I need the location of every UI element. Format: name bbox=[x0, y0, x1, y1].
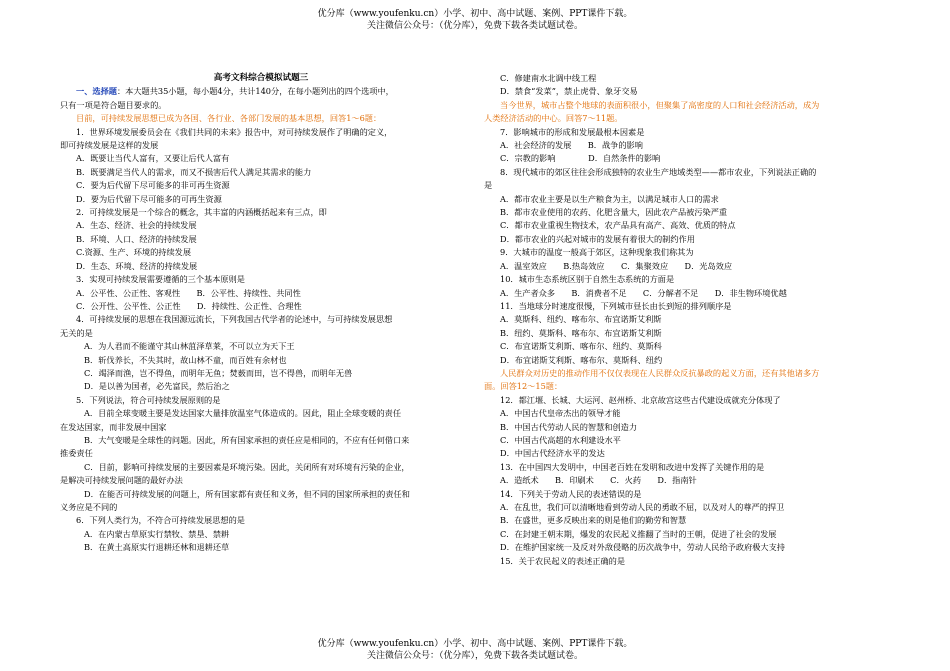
q5-option-d: D．在能否可持续发展的问题上，所有国家都有责任和义务，但不同的国家所承担的责任和 bbox=[84, 488, 410, 499]
question-1-cont: 即可持续发展是这样的发展 bbox=[60, 140, 159, 151]
q7-options-ab: A．社会经济的发展 B．战争的影响 bbox=[500, 140, 643, 151]
section-text-2: 只有一项是符合题目要求的。 bbox=[60, 99, 167, 110]
q9-options: A．温室效应 B.热岛效应 C．集聚效应 D．光岛效应 bbox=[500, 260, 733, 271]
q12-option-a: A．中国古代皇帝杰出的领导才能 bbox=[500, 408, 621, 419]
q11-option-a: A．莫斯科、纽约、喀布尔、布宜诺斯艾利斯 bbox=[500, 314, 662, 325]
intro-1: 目前，可持续发展思想已成为各国、各行业、各部门发展的基本思想，回答1～6题： bbox=[76, 113, 382, 124]
header-line-1: 优分库（www.youfenku.cn）小学、初中、高中试题、案例、PPT课件下载。 bbox=[317, 9, 633, 19]
intro-2: 当今世界，城市占整个地球的表面积很小，但聚集了高密度的人口和社会经济活动，成为 bbox=[500, 99, 820, 110]
intro-3: 人民群众对历史的推动作用不仅仅表现在人民群众反抗暴政的起义方面，还有其他诸多方 bbox=[500, 367, 820, 378]
q5-option-b: B．大气变暖是全球性的问题。因此，所有国家承担的责任应是相同的，不应有任何借口来 bbox=[84, 434, 410, 445]
footer-banner bbox=[0, 638, 950, 662]
q12-option-d: D．中国古代经济水平的发达 bbox=[500, 448, 605, 459]
q11-option-c: C．布宜诺斯艾利斯、喀布尔、纽约、莫斯科 bbox=[500, 341, 662, 352]
q13-options: A．造纸术 B．印刷术 C．火药 D．指南针 bbox=[500, 475, 697, 486]
q5-option-c: C．目前，影响可持续发展的主要因素是环境污染。因此，关闭所有对环境有污染的企业， bbox=[84, 461, 410, 472]
exam-title: 高考文科综合模拟试题三 bbox=[213, 73, 309, 83]
footer-line-1: 优分库（www.youfenku.cn）小学、初中、高中试题、案例、PPT课件下载。 bbox=[317, 639, 633, 649]
q1-option-a: A．既要让当代人富有，又要让后代人富有 bbox=[76, 153, 230, 164]
question-8: 8．现代城市的郊区往往会形成独特的农业生产地域类型——都市农业，下列说法正确的 bbox=[500, 166, 817, 177]
intro-3-cont: 面。回答12～15题： bbox=[484, 381, 563, 392]
question-9: 9．大城市的温度一般高于郊区，这种现象我们称其为 bbox=[500, 247, 694, 258]
q2-option-b: B．环境、人口、经济的持续发展 bbox=[76, 233, 197, 244]
q4-option-b: B．斩伐养长，不失其时，故山林不童，而百姓有余材也 bbox=[84, 354, 287, 365]
q10-options: A．生产者众多 B．消费者不足 C．分解者不足 D．非生物环境优越 bbox=[500, 287, 787, 298]
q8-option-b: B．都市农业使用的农药、化肥含量大，因此农产品被污染严重 bbox=[500, 207, 728, 218]
question-4-cont: 无关的是 bbox=[60, 327, 93, 338]
q14-option-a: A．在乱世，我们可以清晰地看到劳动人民的勇敢不屈，以及对人的尊严的捍卫 bbox=[500, 502, 785, 512]
q8-option-d: D．都市农业的兴起对城市的发展有着很大的制约作用 bbox=[500, 233, 695, 244]
q6-option-b: B．在黄土高原实行退耕还林和退耕还草 bbox=[84, 542, 230, 553]
q11-option-b: B．纽约、莫斯科、喀布尔、布宜诺斯艾利斯 bbox=[500, 327, 662, 338]
q5-option-c-cont: 是解决可持续发展问题的最好办法 bbox=[60, 475, 183, 486]
q2-option-c: C.资源、生产、环境的持续发展 bbox=[76, 247, 192, 258]
q5-option-a: A．目前全球变暖主要是发达国家大量排放温室气体造成的。因此，阻止全球变暖的责任 bbox=[84, 408, 402, 419]
q6-option-d: D．禁食“发菜”，禁止虎骨、象牙交易 bbox=[500, 86, 638, 97]
question-3: 3．实现可持续发展需要遵循的三个基本原则是 bbox=[76, 274, 245, 285]
q14-option-b: B．在盛世，更多反映出来的则是他们的勤劳和智慧 bbox=[500, 515, 687, 526]
q2-option-a: A．生态、经济、社会的持续发展 bbox=[76, 220, 197, 231]
question-11: 11．当地球分时速度很慢，下列城市昼长由长到短的排列顺序是 bbox=[500, 300, 732, 311]
q3-options-cd: C．公开性、公平性、公正性 D．持续性、公正性、合理性 bbox=[76, 300, 302, 311]
q6-option-c: C．修建南水北调中线工程 bbox=[500, 73, 597, 83]
q11-option-d: D．布宜诺斯艾利斯、喀布尔、莫斯科、纽约 bbox=[500, 354, 663, 365]
question-12: 12．都江堰、长城、大运河、赵州桥、北京故宫这些古代建设成就充分体现了 bbox=[500, 394, 781, 405]
q8-option-c: C．都市农业重视生物技术，农产品具有高产、高效、优质的特点 bbox=[500, 220, 736, 231]
q1-option-b: B．既要满足当代人的需求，而又不损害后代人满足其需求的能力 bbox=[76, 166, 312, 177]
q1-option-d: D．要为后代留下尽可能多的可再生资源 bbox=[76, 193, 222, 204]
header-banner bbox=[0, 8, 950, 32]
question-8-cont: 是 bbox=[484, 180, 493, 191]
q5-option-d-cont: 义务应是不同的 bbox=[60, 502, 118, 512]
q1-option-c: C．要为后代留下尽可能多的非可再生资源 bbox=[76, 180, 230, 191]
question-13: 13．在中国四大发明中，中国老百姓在发明和改进中发挥了关键作用的是 bbox=[500, 461, 765, 472]
intro-2-cont: 人类经济活动的中心。回答7～11题。 bbox=[484, 113, 623, 124]
question-2: 2．可持续发展是一个综合的概念，其丰富的内涵概括起来有三点，即 bbox=[76, 207, 327, 218]
section-text: ：本大题共35小题，每小题4分，共计140分，在每小题列出的四个选项中， bbox=[116, 86, 394, 97]
q6-option-a: A．在内蒙古草原实行禁牧、禁垦、禁耕 bbox=[84, 528, 230, 539]
q2-option-d: D．生态、环境、经济的持续发展 bbox=[76, 260, 198, 271]
question-7: 7．影响城市的形成和发展最根本因素是 bbox=[500, 126, 645, 137]
q12-option-b: B．中国古代劳动人民的智慧和创造力 bbox=[500, 421, 638, 432]
question-6: 6．下列人类行为，不符合可持续发展思想的是 bbox=[76, 515, 245, 526]
q3-options-ab: A．公平性、公正性、客观性 B．公平性、持续性、共同性 bbox=[76, 287, 301, 298]
q8-option-a: A．都市农业主要是以生产粮食为主，以满足城市人口的需求 bbox=[500, 193, 719, 204]
q5-option-a-cont: 在发达国家，而非发展中国家 bbox=[60, 421, 167, 432]
q14-option-d: D．在维护国家统一及反对外敌侵略的历次战争中，劳动人民给予政府极大支持 bbox=[500, 542, 785, 553]
q4-option-d: D．是以善为国者，必先富民，然后治之 bbox=[84, 381, 230, 392]
q7-options-cd: C．宗教的影响 D．自然条件的影响 bbox=[500, 153, 661, 164]
footer-line-2: 关注微信公众号：（优分库），免费下载各类试题试卷。 bbox=[366, 651, 583, 661]
question-5: 5．下列说法，符合可持续发展原则的是 bbox=[76, 394, 221, 405]
section-label: 一、选择题 bbox=[76, 86, 117, 97]
q5-option-b-cont: 推委责任 bbox=[60, 448, 93, 459]
question-1: 1．世界环境发展委员会在《我们共同的未来》报告中，对可持续发展作了明确的定义， bbox=[76, 126, 393, 137]
question-4: 4．可持续发展的思想在我国源远流长，下列我国古代学者的论述中，与可持续发展思想 bbox=[76, 314, 393, 325]
q4-option-a: A．为人君而不能谨守其山林菹泽草莱，不可以立为天下王 bbox=[84, 341, 295, 352]
right-column bbox=[484, 72, 886, 568]
q12-option-c: C．中国古代高超的水利建设水平 bbox=[500, 434, 621, 445]
header-line-2: 关注微信公众号：（优分库），免费下载各类试题试卷。 bbox=[366, 21, 583, 31]
question-14: 14．下列关于劳动人民的表述错误的是 bbox=[500, 488, 642, 499]
left-column bbox=[60, 72, 462, 555]
q14-option-c: C．在封建王朝末期，爆发的农民起义推翻了当时的王朝，促进了社会的发展 bbox=[500, 528, 777, 539]
q4-option-c: C．竭泽而渔，岂不得鱼，而明年无鱼；焚薮而田，岂不得兽，而明年无兽 bbox=[84, 367, 353, 378]
section-heading bbox=[60, 85, 462, 98]
question-10: 10．城市生态系统区别于自然生态系统的方面是 bbox=[500, 274, 675, 285]
question-15: 15．关于农民起义的表述正确的是 bbox=[500, 555, 626, 566]
